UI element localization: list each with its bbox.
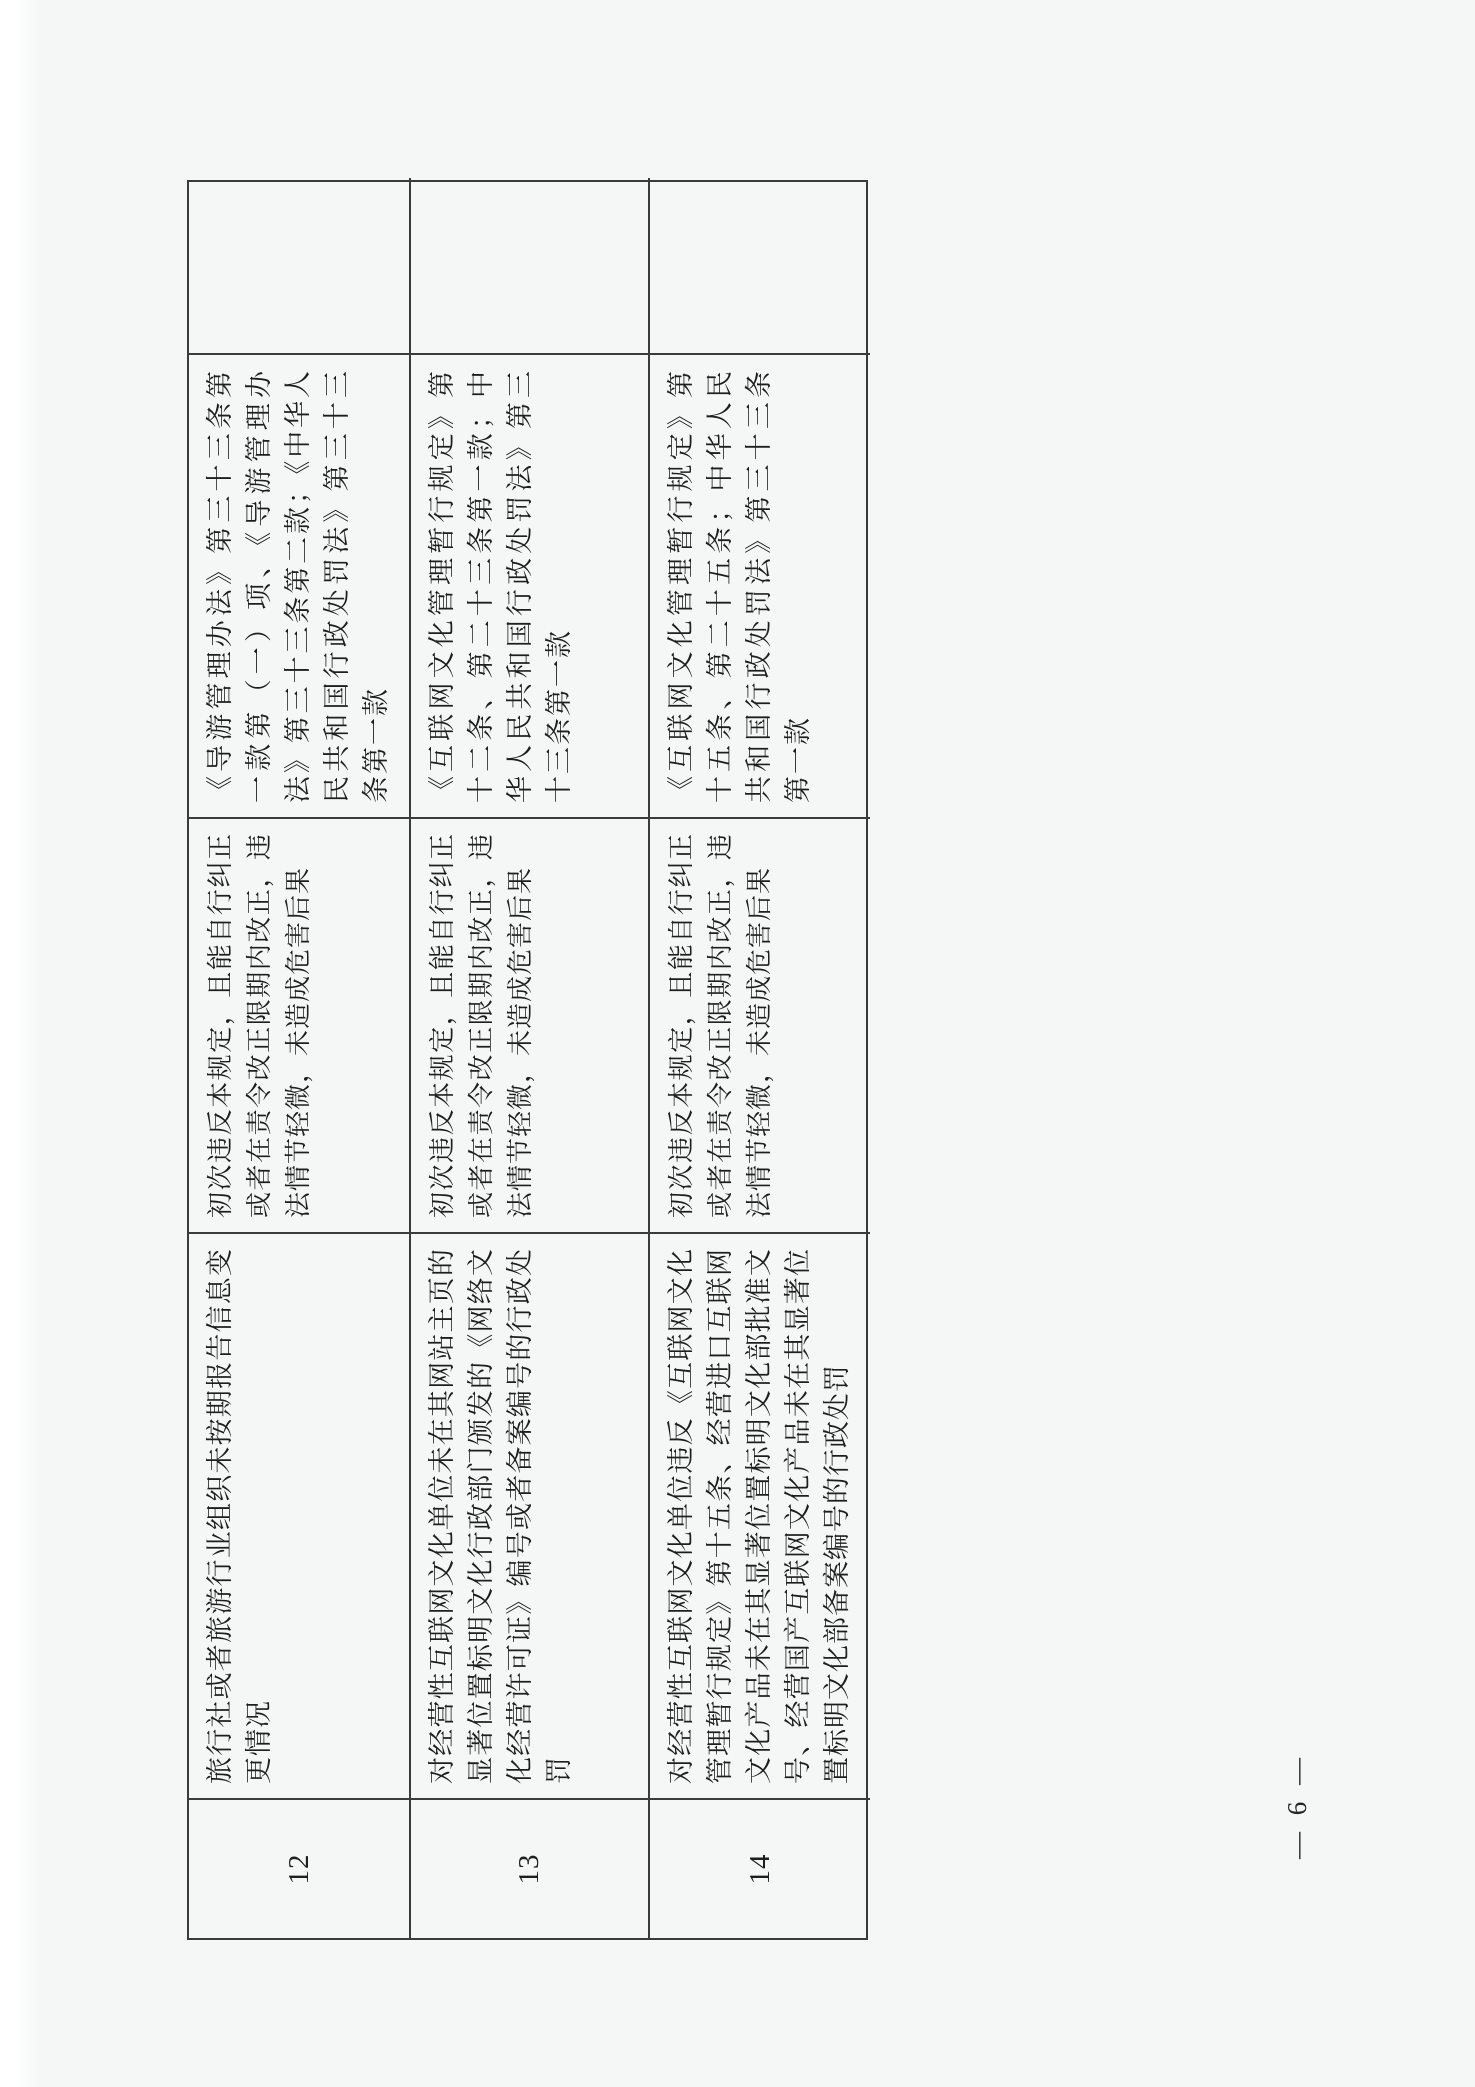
row14-circumstance-cell: 初次违反本规定，且能自行纠正或者在责令改正限期内改正，违法情节轻微，未造成危害后果 — [650, 817, 870, 1232]
row14-violation-cell: 对经营性互联网文化单位违反《互联网文化管理暂行规定》第十五条、经营进口互联网文化产品未在其显著位置标明文化部批准文号、经营国产互联网文化产品未在其显著位置标明文化部备案编号的行政处罚 — [650, 1232, 870, 1798]
row12-legal-basis-cell: 《导游管理办法》第三十三条第一款第（一）项、《导游管理办法》第三十三条第二款；《中华人民共和国行政处罚法》第三十三条第一款 — [189, 353, 411, 817]
row13-serial-cell: 13 — [411, 1798, 650, 1938]
row12-remarks-cell — [189, 178, 411, 353]
row13-legal-basis-cell: 《互联网文化管理暂行规定》第十二条、第二十三条第一款；中华人民共和国行政处罚法》第三十三条第一款 — [411, 353, 650, 817]
row13-circumstance-cell: 初次违反本规定，且能自行纠正或者在责令改正限期内改正，违法情节轻微，未造成危害后果 — [411, 817, 650, 1232]
penalty-items-table — [187, 180, 868, 1940]
row14-legal-basis-cell: 《互联网文化管理暂行规定》第十五条、第二十五条；中华人民共和国行政处罚法》第三十三条第一款 — [650, 353, 870, 817]
row14-remarks-cell — [650, 178, 870, 353]
row12-circumstance-cell: 初次违反本规定，且能自行纠正或者在责令改正限期内改正，违法情节轻微，未造成危害后果 — [189, 817, 411, 1232]
page-number: — 6 — — [1282, 1753, 1312, 1859]
row13-violation-cell: 对经营性互联网文化单位未在其网站主页的显著位置标明文化行政部门颁发的《网络文化经营许可证》编号或者备案编号的行政处罚 — [411, 1232, 650, 1798]
row12-violation-cell: 旅行社或者旅游行业组织未按期报告信息变更情况 — [189, 1232, 411, 1798]
row13-remarks-cell — [411, 178, 650, 353]
row12-serial-cell: 12 — [189, 1798, 411, 1938]
row14-serial-cell: 14 — [650, 1798, 870, 1938]
